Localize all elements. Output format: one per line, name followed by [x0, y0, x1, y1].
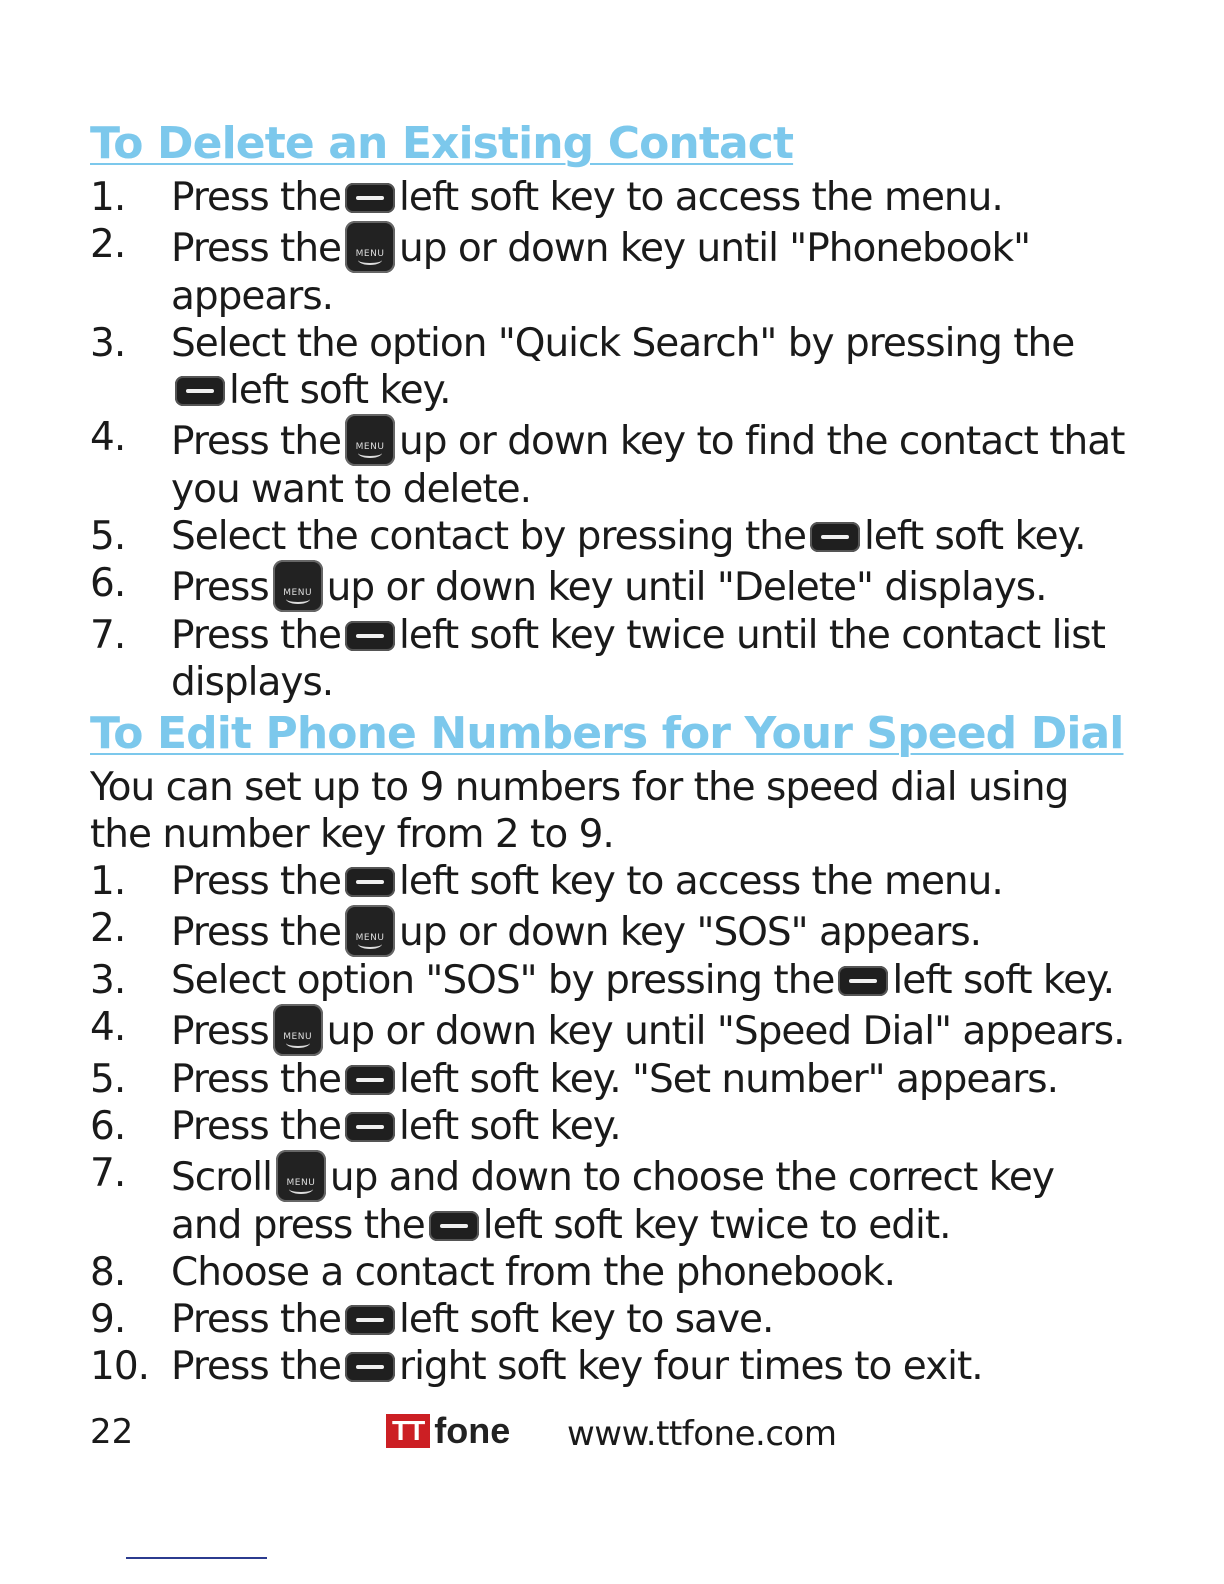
- step-text-part: up and down to choose the correct key: [329, 1155, 1054, 1200]
- soft-key-icon: [345, 183, 395, 213]
- step-text-part: left soft key.: [892, 958, 1115, 1003]
- step-item: [90, 1296, 1130, 1343]
- delete-contact-steps: [90, 174, 1130, 706]
- soft-key-icon: [345, 621, 395, 651]
- step-item: [90, 174, 1130, 221]
- speed-dial-intro: You can set up to 9 numbers for the speed dial using the number key from 2 to 9.: [90, 765, 1069, 857]
- menu-key-icon: [345, 905, 395, 957]
- step-text-part: Press the: [171, 613, 342, 658]
- step-item: [90, 612, 1130, 706]
- step-text-part: up or down key until "Phonebook" appears.: [171, 226, 1031, 319]
- step-text-part: Press the: [171, 1104, 342, 1149]
- step-number: 7.: [90, 613, 126, 658]
- step-text-part: up or down key to find the contact that you want to delete.: [171, 419, 1125, 512]
- step-item: [90, 858, 1130, 905]
- step-text-part: right soft key four times to exit.: [399, 1344, 983, 1389]
- step-text: [171, 1103, 1130, 1150]
- soft-key-icon: [838, 966, 888, 996]
- step-item: [90, 1056, 1130, 1103]
- step-text-part: left soft key.: [863, 514, 1086, 559]
- step-text-part: Select option "SOS" by pressing the: [171, 958, 835, 1003]
- step-number: 4.: [90, 1005, 126, 1050]
- step-text-part: Press the: [171, 1057, 342, 1102]
- step-text-part: left soft key to access the menu.: [399, 175, 1003, 220]
- section-title-speed-dial: To Edit Phone Numbers for Your Speed Dial: [90, 708, 1124, 759]
- step-number: 1.: [90, 175, 126, 220]
- step-text-part: Press the: [171, 1344, 342, 1389]
- step-item: [90, 1004, 1130, 1056]
- step-text: [171, 1296, 1130, 1343]
- soft-key-icon: [345, 1112, 395, 1142]
- step-text: [171, 957, 1130, 1004]
- page-number: 22: [90, 1412, 134, 1452]
- step-text-part: up or down key until "Speed Dial" appears.: [326, 1009, 1125, 1054]
- logo-fone: fone: [434, 1410, 511, 1451]
- step-item: [90, 1103, 1130, 1150]
- step-text: [171, 560, 1130, 612]
- step-item: [90, 320, 1130, 414]
- menu-key-icon: [276, 1150, 326, 1202]
- step-text-part: Press: [171, 1009, 269, 1054]
- step-item: [90, 513, 1130, 560]
- step-text: [171, 1343, 1130, 1390]
- step-item: [90, 1249, 1130, 1296]
- soft-key-icon: [810, 522, 860, 552]
- step-text-part: Select the contact by pressing the: [171, 514, 806, 559]
- step-text: [171, 612, 1130, 706]
- step-item: [90, 221, 1130, 320]
- step-text-part: left soft key twice to edit.: [482, 1203, 951, 1248]
- soft-key-icon: [345, 1352, 395, 1382]
- step-number: 9.: [90, 1297, 126, 1342]
- bottom-rule: [126, 1557, 267, 1559]
- step-text-part: up or down key until "Delete" displays.: [326, 565, 1047, 610]
- website-url: www.ttfone.com: [567, 1414, 837, 1454]
- step-text-part: left soft key. "Set number" appears.: [399, 1057, 1059, 1102]
- step-text: [171, 513, 1130, 560]
- step-number: 5.: [90, 1057, 126, 1102]
- step-number: 10.: [90, 1344, 150, 1389]
- step-item: [90, 1343, 1130, 1390]
- step-number: 4.: [90, 415, 126, 460]
- step-text-part: Choose a contact from the phonebook.: [171, 1250, 896, 1295]
- step-number: 2.: [90, 222, 126, 267]
- step-text: [171, 174, 1130, 221]
- soft-key-icon: [345, 867, 395, 897]
- step-text-part: Scroll: [171, 1155, 272, 1200]
- step-text-part: Press the: [171, 910, 342, 955]
- step-text-part: Press the: [171, 419, 342, 464]
- step-text: [171, 905, 1130, 957]
- step-item: [90, 1150, 1130, 1249]
- step-text-part: Press the: [171, 226, 342, 271]
- ttfone-logo: [386, 1412, 510, 1450]
- page-footer: [0, 1410, 1224, 1460]
- page-content: [90, 118, 1130, 1390]
- step-number: 7.: [90, 1151, 126, 1196]
- step-text-part: left soft key.: [399, 1104, 621, 1149]
- soft-key-icon: [429, 1211, 479, 1241]
- step-item: [90, 560, 1130, 612]
- menu-key-icon: [345, 221, 395, 273]
- step-number: 5.: [90, 514, 126, 559]
- step-text: [171, 1004, 1130, 1056]
- step-text-part: left soft key twice until the contact list displays.: [171, 613, 1105, 705]
- step-text-part: Press: [171, 565, 269, 610]
- soft-key-icon: [345, 1065, 395, 1095]
- soft-key-icon: [345, 1305, 395, 1335]
- step-text-part: left soft key.: [229, 368, 451, 413]
- soft-key-icon: [175, 376, 225, 406]
- menu-key-icon: [273, 560, 323, 612]
- step-text: [171, 1249, 1130, 1296]
- step-text-part: Press the: [171, 175, 342, 220]
- step-item: [90, 957, 1130, 1004]
- step-number: 1.: [90, 859, 126, 904]
- logo-tt: TT: [386, 1414, 430, 1448]
- step-text: [171, 1056, 1130, 1103]
- step-text-part: left soft key to access the menu.: [399, 859, 1003, 904]
- speed-dial-steps: [90, 858, 1130, 1390]
- step-text: [171, 414, 1130, 513]
- step-number: 6.: [90, 1104, 126, 1149]
- step-number: 8.: [90, 1250, 126, 1295]
- step-text: [171, 221, 1130, 320]
- step-text-part: Select the option "Quick Search" by pressing the: [171, 321, 1075, 366]
- step-item: [90, 905, 1130, 957]
- section-title-delete-contact: To Delete an Existing Contact: [90, 118, 794, 169]
- step-text-part: and press the: [171, 1203, 425, 1248]
- step-number: 3.: [90, 321, 126, 366]
- step-text-part: left soft key to save.: [399, 1297, 774, 1342]
- step-text: [171, 858, 1130, 905]
- menu-key-icon: [345, 414, 395, 466]
- step-text: [171, 320, 1130, 414]
- step-number: 6.: [90, 561, 126, 606]
- menu-key-icon: [273, 1004, 323, 1056]
- step-number: 3.: [90, 958, 126, 1003]
- step-text-part: up or down key "SOS" appears.: [399, 910, 982, 955]
- step-text-part: Press the: [171, 859, 342, 904]
- step-text-part: Press the: [171, 1297, 342, 1342]
- step-number: 2.: [90, 906, 126, 951]
- step-item: [90, 414, 1130, 513]
- step-text: [171, 1150, 1130, 1249]
